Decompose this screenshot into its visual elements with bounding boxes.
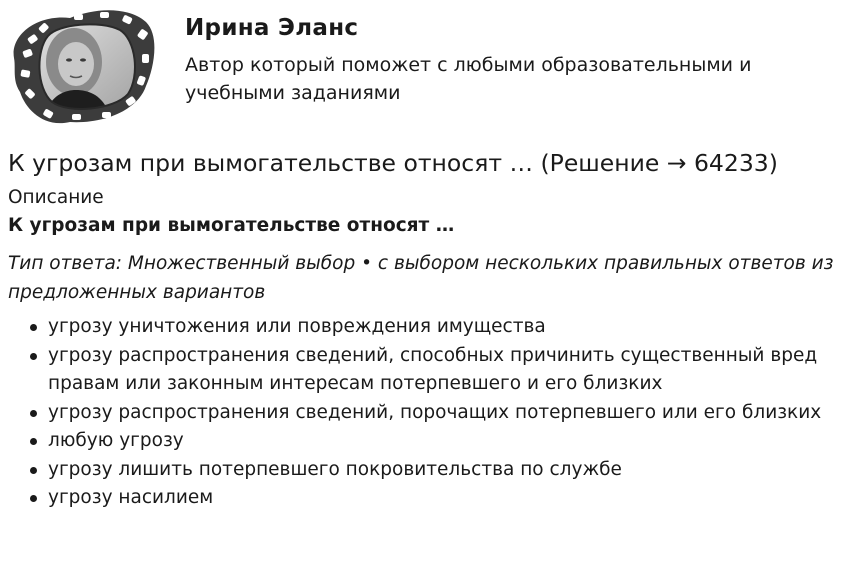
author-name: Ирина Эланс xyxy=(185,15,359,41)
main-content xyxy=(8,146,844,513)
answer-option: угрозу распространения сведений, порочащих потерпевшего или его близких xyxy=(8,399,844,428)
answer-option: любую угрозу xyxy=(8,427,844,456)
answer-option: угрозу лишить потерпевшего покровительства по службе xyxy=(8,456,844,485)
answer-option: угрозу распространения сведений, способных причинить существенный вред правам или законным интересам потерпевшего и его близких xyxy=(8,342,844,399)
answer-option: угрозу уничтожения или повреждения имущества xyxy=(8,313,844,342)
author-description: Автор который поможет с любыми образовательными и учебными заданиями xyxy=(185,54,752,104)
answer-option: угрозу насилием xyxy=(8,484,844,513)
page-title: К угрозам при вымогательстве относят … (Решение → 64233) xyxy=(8,149,778,177)
author-avatar xyxy=(8,6,158,128)
question-text: К угрозам при вымогательстве относят … xyxy=(8,215,455,236)
description-label: Описание xyxy=(8,187,104,208)
answer-type: Тип ответа: Множественный выбор • с выбором нескольких правильных ответов из предложенных вариантов xyxy=(8,253,834,303)
answer-options-list xyxy=(8,313,844,513)
author-block xyxy=(8,6,838,130)
